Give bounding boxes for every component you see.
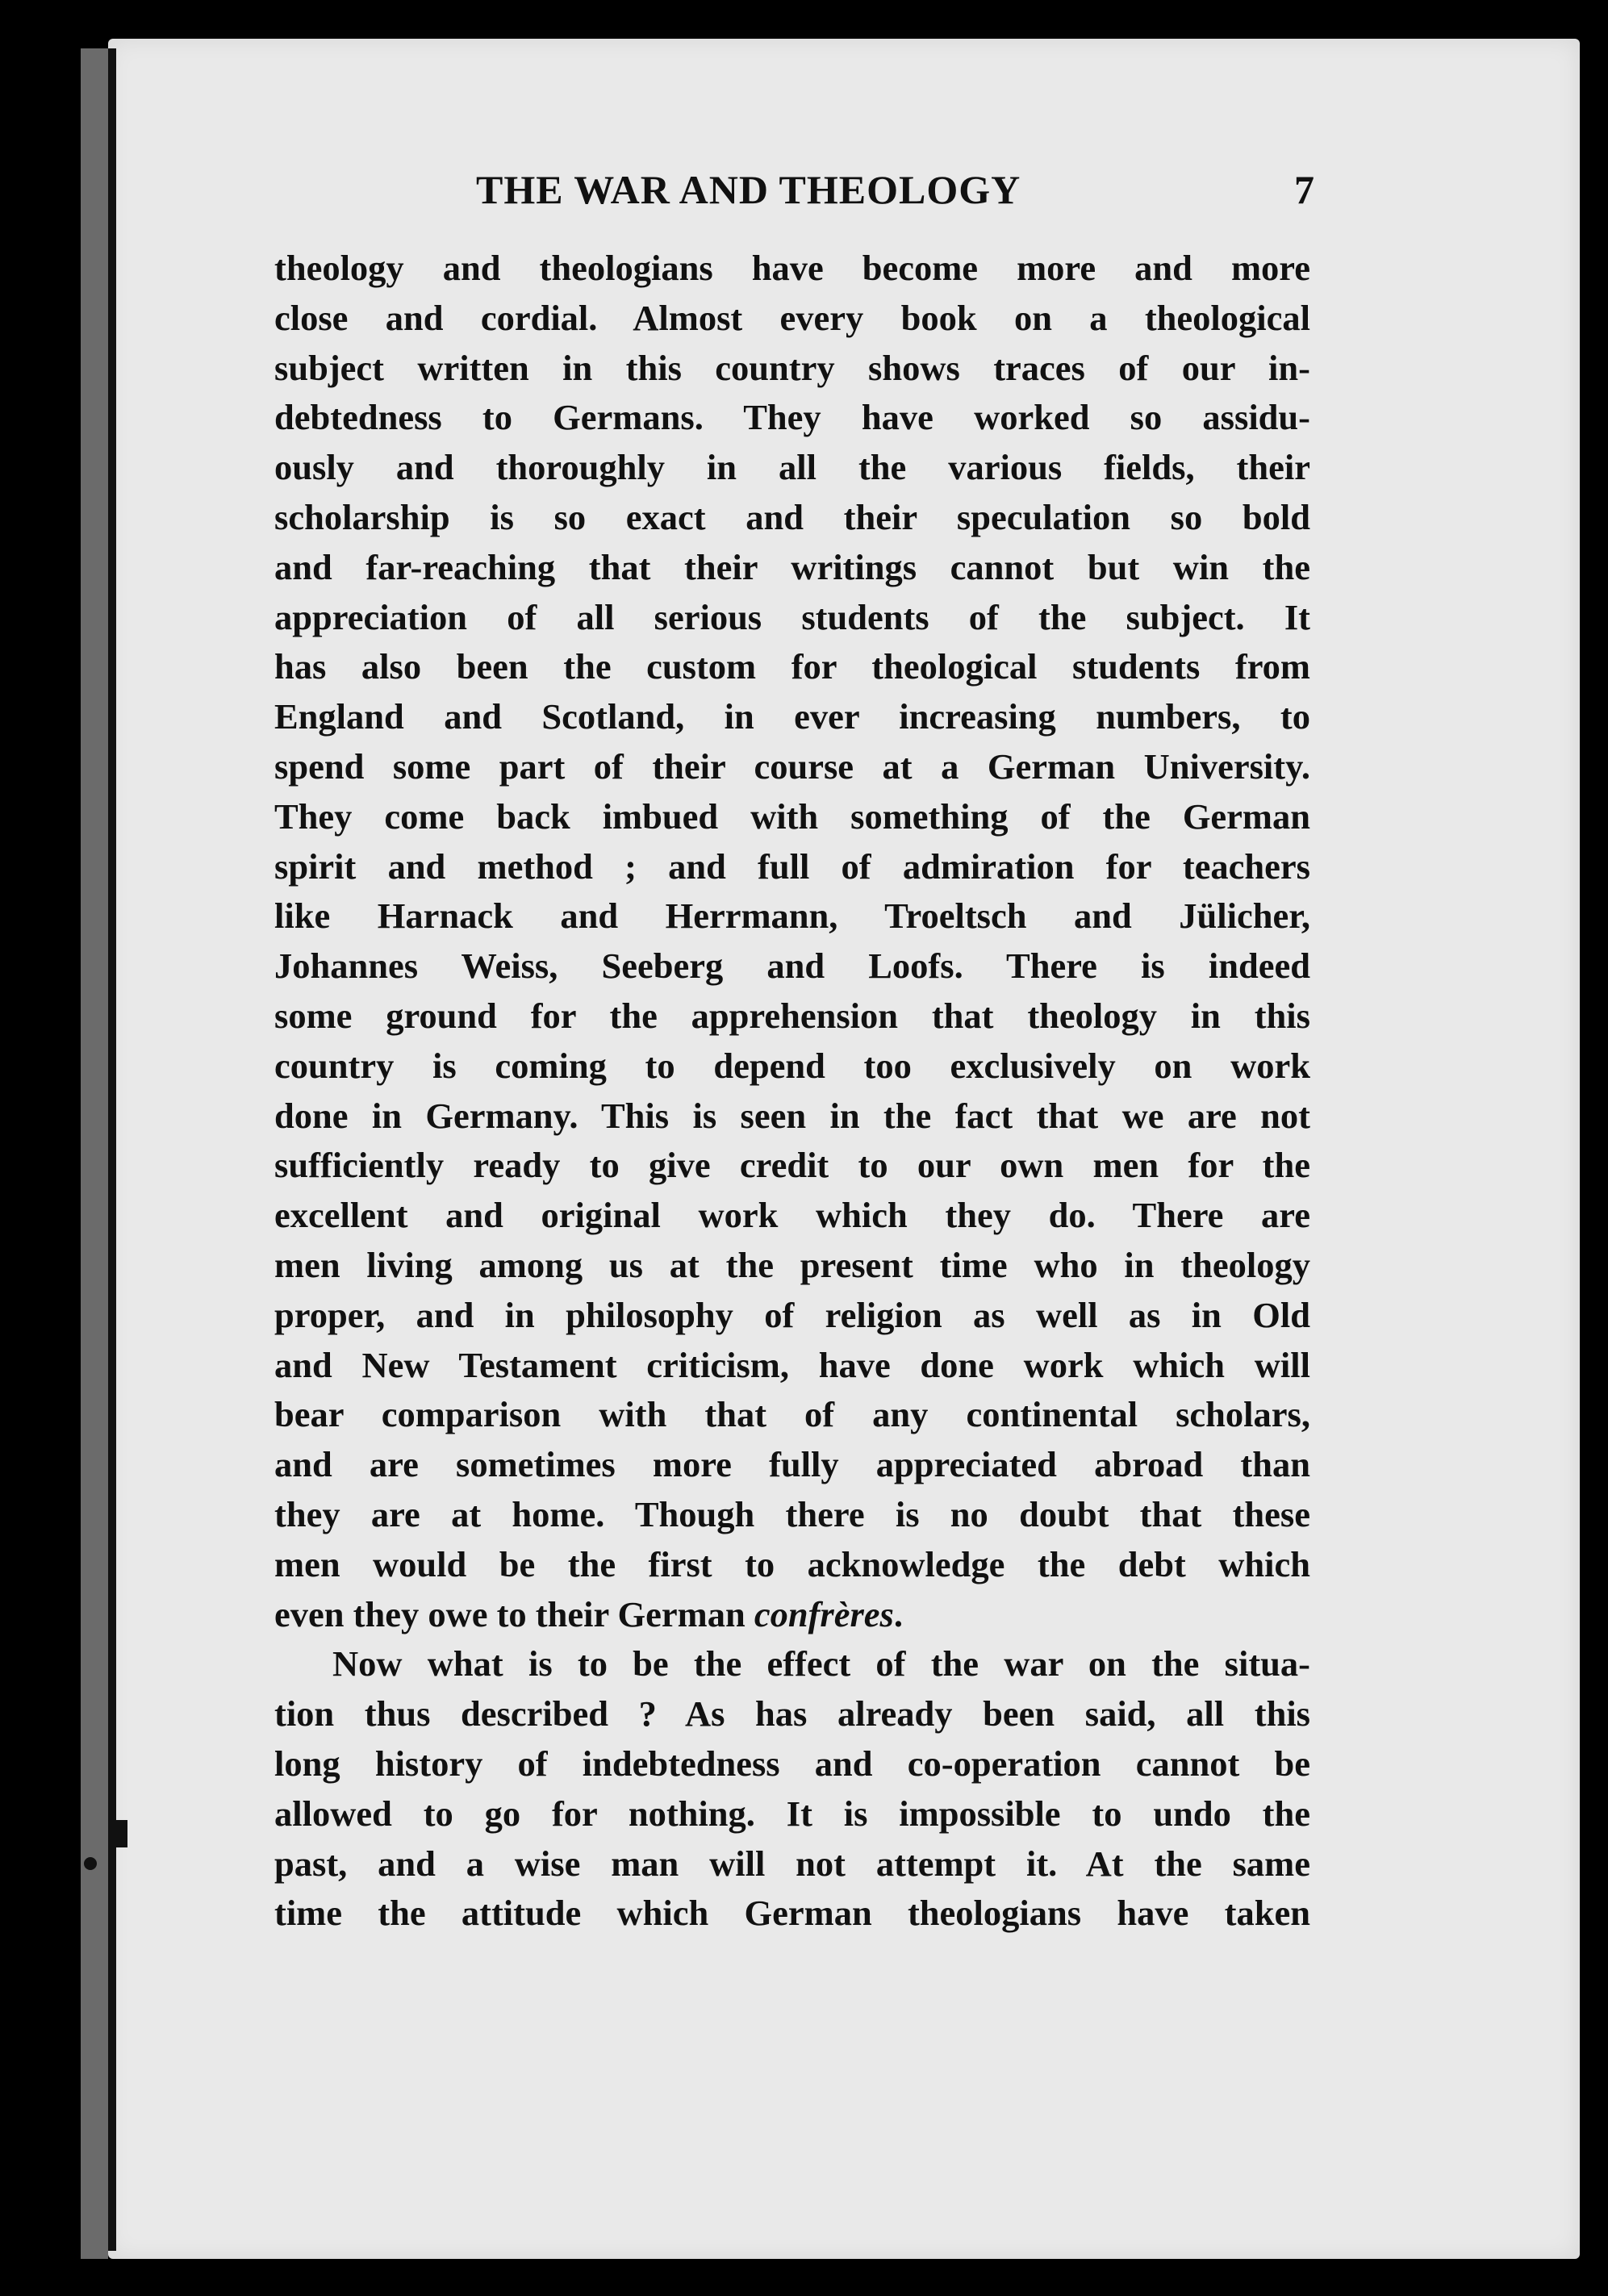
text-line: long history of indebtedness and co-operation cannot be (274, 1743, 1310, 1784)
text-line: men would be the first to acknowledge the debt which (274, 1543, 1310, 1584)
text-line: they are at home. Though there is no doubt that these (274, 1493, 1310, 1534)
binding-mark (113, 1820, 127, 1847)
page-number: 7 (1294, 167, 1315, 212)
text-line: excellent and original work which they do. There are (274, 1195, 1310, 1236)
paragraph-1 (274, 244, 1310, 1639)
text-line: theology and theologians have become more and more (274, 248, 1310, 288)
text-line: and far-reaching that their writings cannot but win the (274, 546, 1310, 587)
text-line: close and cordial. Almost every book on a theological (274, 297, 1310, 338)
text-line: tion thus described ? As has already been said, all this (274, 1693, 1310, 1735)
text-line: allowed to go for nothing. It is impossible to undo the (274, 1793, 1310, 1834)
page-left-edge (81, 48, 108, 2259)
text-line: bear comparison with that of any continental scholars, (274, 1394, 1310, 1435)
text-line-indented: Now what is to be the effect of the war on the situa- (332, 1643, 1310, 1684)
edge-dot-mark (84, 1857, 97, 1870)
text-line: past, and a wise man will not attempt it. At the same (274, 1843, 1310, 1884)
text-line: ously and thoroughly in all the various fields, their (274, 447, 1310, 488)
text-line-final (274, 1590, 1310, 1640)
page-header (274, 166, 1315, 223)
text-line: some ground for the apprehension that theology in this (274, 995, 1310, 1036)
text-line: done in Germany. This is seen in the fact that we are not (274, 1095, 1310, 1136)
italic-word: confrères (754, 1593, 894, 1634)
text-line: Johannes Weiss, Seeberg and Loofs. There is indeed (274, 946, 1310, 987)
text-line: country is coming to depend too exclusively on work (274, 1045, 1310, 1086)
final-line-text: even they owe to their German (274, 1593, 754, 1634)
text-line: proper, and in philosophy of religion as well as in Old (274, 1294, 1310, 1335)
text-line: has also been the custom for theological students from (274, 646, 1310, 687)
text-line: spirit and method ; and full of admiration for teachers (274, 845, 1310, 887)
text-line: like Harnack and Herrmann, Troeltsch and Jülicher, (274, 895, 1310, 937)
paragraph-2 (274, 1639, 1310, 1939)
text-line: spend some part of their course at a German University. (274, 745, 1310, 787)
text-line: and New Testament criticism, have done work which will (274, 1344, 1310, 1385)
text-line: scholarship is so exact and their speculation so bold (274, 496, 1310, 537)
text-line: time the attitude which German theologians have taken (274, 1893, 1310, 1934)
text-line: sufficiently ready to give credit to our own men for the (274, 1145, 1310, 1186)
binding-rule (108, 48, 116, 2251)
text-line: They come back imbued with something of the German (274, 795, 1310, 837)
text-line: and are sometimes more fully appreciated abroad than (274, 1444, 1310, 1485)
text-line: men living among us at the present time who in theology (274, 1244, 1310, 1285)
running-head: THE WAR AND THEOLOGY (476, 167, 1021, 212)
text-line: debtedness to Germans. They have worked so assidu- (274, 397, 1310, 438)
body-text (274, 244, 1310, 1939)
final-line-punctuation: . (893, 1593, 903, 1634)
text-line: subject written in this country shows traces of our in- (274, 347, 1310, 388)
text-line: appreciation of all serious students of the subject. It (274, 596, 1310, 637)
text-line: England and Scotland, in ever increasing numbers, to (274, 696, 1310, 737)
